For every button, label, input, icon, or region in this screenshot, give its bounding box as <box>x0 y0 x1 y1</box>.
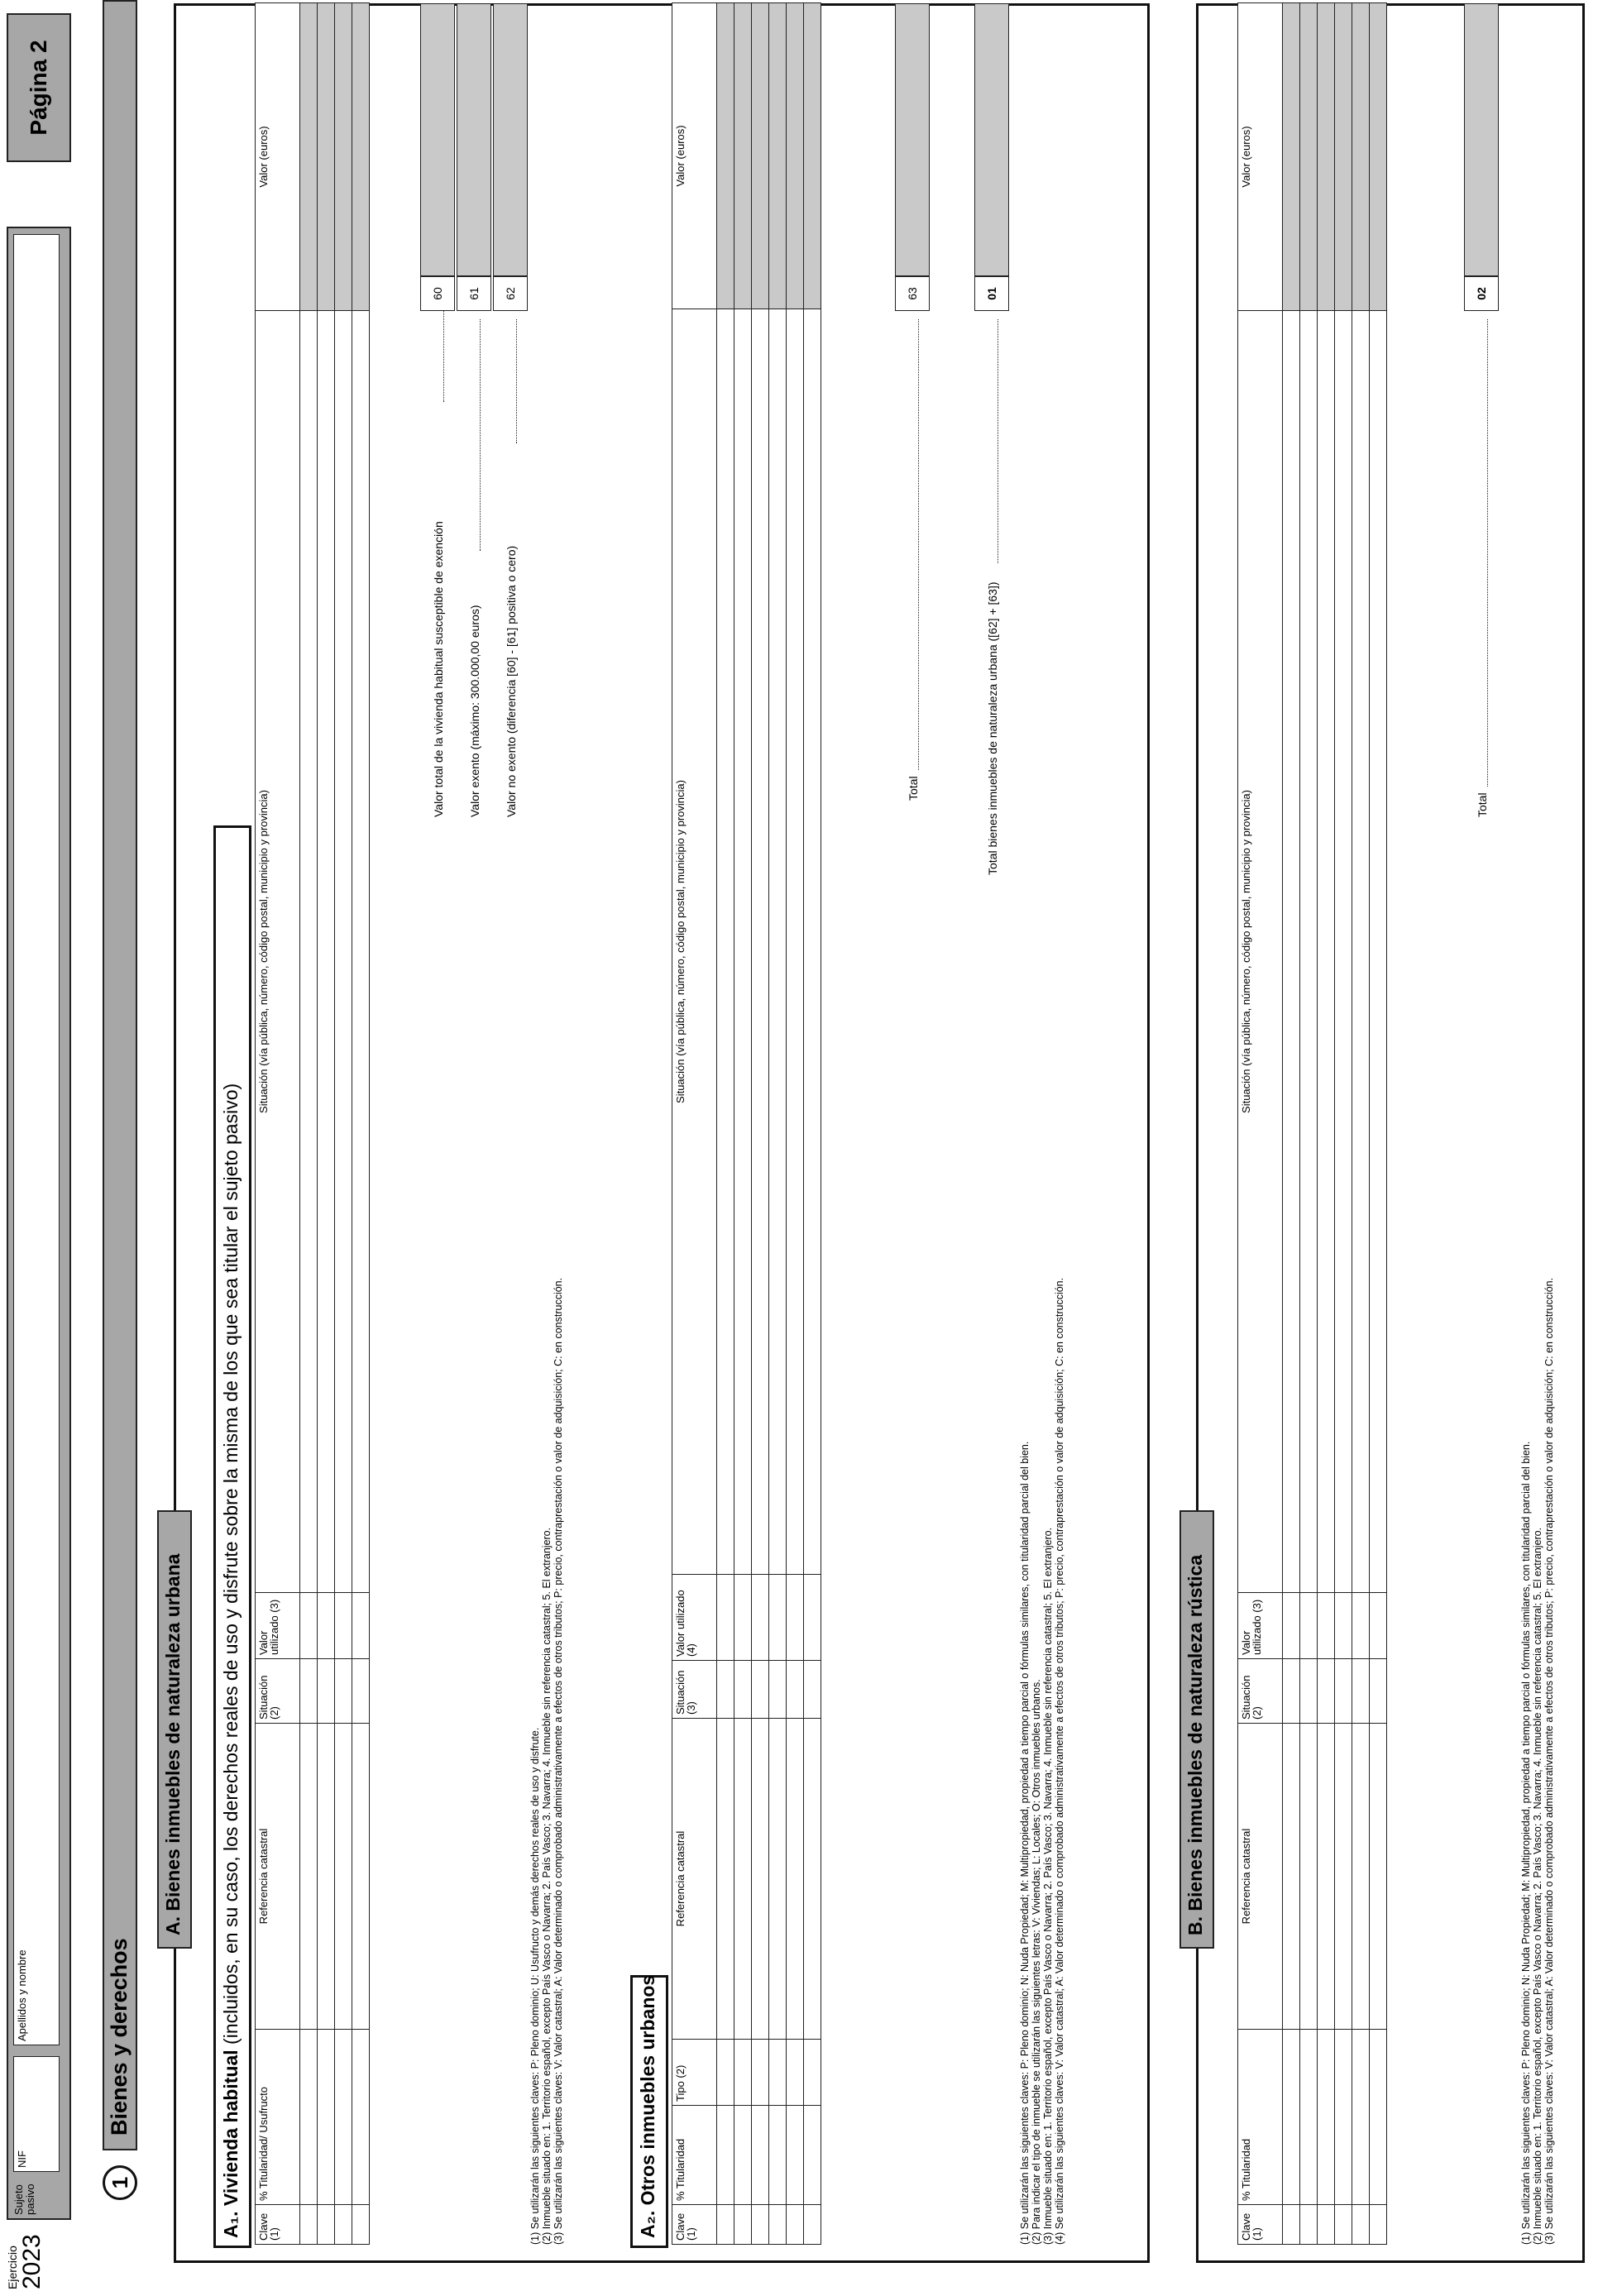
value-62[interactable] <box>493 3 528 276</box>
nombre-label: Apellidos y nombre <box>16 1949 28 2041</box>
table-row <box>352 3 370 2245</box>
a2-col-situacion-clave: Situación (3) <box>672 1661 717 1719</box>
value-60[interactable] <box>420 3 455 276</box>
code-01: 01 <box>974 276 1009 311</box>
a2-total-label: Total <box>907 776 920 801</box>
table-row <box>804 3 821 2245</box>
table-row <box>335 3 352 2245</box>
a1-col-referencia: Referencia catastral <box>256 1724 300 2030</box>
table-row <box>300 3 318 2245</box>
a1-col-valor-utilizado: Valor utilizado (3) <box>256 1593 300 1659</box>
rustica-title: B. Bienes inmuebles de naturaleza rústica <box>1184 1554 1206 1935</box>
a1-col-clave: Clave (1) <box>256 2205 300 2245</box>
table-row <box>1283 3 1300 2245</box>
a1-col-situacion: Situación (vía pública, número, código postal, municipio y provincia) <box>256 311 300 1593</box>
table-row <box>769 3 787 2245</box>
b-col-referencia: Referencia catastral <box>1238 1724 1283 2030</box>
a2-col-titularidad: % Titularidad <box>672 2106 717 2205</box>
table-row <box>787 3 804 2245</box>
code-60: 60 <box>420 276 455 311</box>
b-col-situacion: Situación (vía pública, número, código postal, municipio y provincia) <box>1238 311 1283 1593</box>
a2-col-situacion: Situación (vía pública, número, código postal, municipio y provincia) <box>672 309 717 1575</box>
b-col-situacion-clave: Situación (2) <box>1238 1659 1283 1724</box>
a2-col-clave: Clave (1) <box>672 2205 717 2245</box>
rustica-total-label: Total <box>1476 792 1489 817</box>
table-row <box>1318 3 1335 2245</box>
b-col-valor: Valor (euros) <box>1238 3 1283 311</box>
urbana-title: A. Bienes inmuebles de naturaleza urbana <box>162 1553 184 1935</box>
a2-col-tipo: Tipo (2) <box>672 2040 717 2106</box>
rustica-notes: (1) Se utilizarán las siguientes claves: P: Pleno dominio; N: Nuda Propiedad; M: Multipropiedad, propiedad a tiempo parcial o fórmulas similares, con titularidad parcial del bien. (2) Inmueble situado en: 1. Territorio español, excepto País Vasco o Navarra; 2. País Vasco; 3. Navarra; 4. Inmueble sin referencia catastral; 5. El extranjero. (3) Se utilizarán las siguientes claves: V: Valor catastral; A: Valor determinado o comprobado administrativamente a efectos de otros tributos; P: precio, contraprestación o valor de adquisición; C: en construcción. <box>1520 1277 1555 2245</box>
b-col-titularidad: % Titularidad <box>1238 2030 1283 2205</box>
nombre-field[interactable] <box>13 234 60 2045</box>
a2-col-valor-utilizado: Valor utilizado (4) <box>672 1575 717 1661</box>
a1-summary-label-61: Valor exento (máximo: 300.000,00 euros) <box>468 605 481 817</box>
table-row <box>1300 3 1318 2245</box>
a2-notes: (1) Se utilizarán las siguientes claves: P: Pleno dominio; N: Nuda Propiedad; M: Multipropiedad, propiedad a tiempo parcial o fórmulas similares, con titularidad parcial del bien. (2) Para indicar el tipo de inmueble se utilizarán las siguientes letras: V: Viviendas; L: Locales; O: Otros inmuebles urbanos. (3) Inmueble situado en: 1. Territorio español, excepto País Vasco o Navarra; 2. País Vasco; 3. Navarra; 4. Inmueble sin referencia catastral; 5. El extranjero. (4) Se utilizarán las siguientes claves: V: Valor catastral; A: Valor determinado o comprobado administrativamente a efectos de otros tributos; P: precio, contraprestación o valor de adquisición; C: en construcción. <box>1019 1277 1065 2245</box>
value-01[interactable] <box>974 3 1009 276</box>
section-number: 1 <box>103 2165 137 2200</box>
value-63[interactable] <box>895 3 930 276</box>
table-row <box>1370 3 1387 2245</box>
a1-col-titularidad: % Titularidad/ Usufructo <box>256 2030 300 2205</box>
section-header <box>103 0 137 2200</box>
code-62: 62 <box>493 276 528 311</box>
table-row <box>1335 3 1352 2245</box>
table-row <box>717 3 734 2245</box>
a2-header-row <box>672 3 717 2245</box>
a1-summary-label-60: Valor total de la vivienda habitual susceptible de exención <box>432 521 445 817</box>
rustica-header-row <box>1238 3 1283 2245</box>
table-row <box>1352 3 1370 2245</box>
a1-col-valor: Valor (euros) <box>256 3 300 311</box>
rustica-table <box>1237 2 1387 2245</box>
urbana-total-label: Total bienes inmuebles de naturaleza urbana ([62] + [63]) <box>986 581 999 875</box>
sujeto-label: Sujeto pasivo <box>12 2184 36 2215</box>
ejercicio-year: 2023 <box>18 2234 45 2289</box>
a1-summary-label-62: Valor no exento (diferencia [60] - [61] positiva o cero) <box>505 545 518 817</box>
a2-table <box>672 2 821 2245</box>
nif-label: NIF <box>16 2150 28 2168</box>
code-63: 63 <box>895 276 930 311</box>
table-row <box>752 3 769 2245</box>
a1-col-situacion-clave: Situación (2) <box>256 1659 300 1724</box>
table-row <box>318 3 335 2245</box>
a1-table <box>255 2 370 2245</box>
ejercicio-label: Ejercicio <box>6 2246 19 2289</box>
a1-notes: (1) Se utilizarán las siguientes claves: P: Pleno dominio; U: Usufructo y demás derechos reales de uso y disfrute. (2) Inmueble situado en: 1. Territorio español, excepto País Vasco o Navarra; 2. País Vasco; 3. Navarra; 4. Inmueble sin referencia catastral; 5. El extranjero. (3) Se utilizarán las siguientes claves: V: Valor catastral; A: Valor determinado o comprobado administrativamente a efectos de otros tributos; P: precio, contraprestación o valor de adquisición; C: en construcción. <box>529 1277 564 2245</box>
a1-title: A₁. Vivienda habitual (incluidos, en su caso, los derechos reales de uso y disfrute sobre la misma de los que sea titular el sujeto pasivo) <box>220 1083 242 2238</box>
value-61[interactable] <box>457 3 491 276</box>
nif-field[interactable] <box>13 2056 60 2172</box>
page-number: Página 2 <box>7 13 71 162</box>
a2-col-referencia: Referencia catastral <box>672 1719 717 2040</box>
code-61: 61 <box>457 276 491 311</box>
a2-col-valor: Valor (euros) <box>672 3 717 309</box>
value-02[interactable] <box>1464 3 1499 276</box>
a2-title: A₂. Otros inmuebles urbanos <box>637 1974 658 2238</box>
table-row <box>734 3 752 2245</box>
b-col-clave: Clave (1) <box>1238 2205 1283 2245</box>
a1-header-row <box>256 3 300 2245</box>
section-title: Bienes y derechos <box>107 1938 132 2136</box>
code-02: 02 <box>1464 276 1499 311</box>
b-col-valor-utilizado: Valor utilizado (3) <box>1238 1593 1283 1659</box>
